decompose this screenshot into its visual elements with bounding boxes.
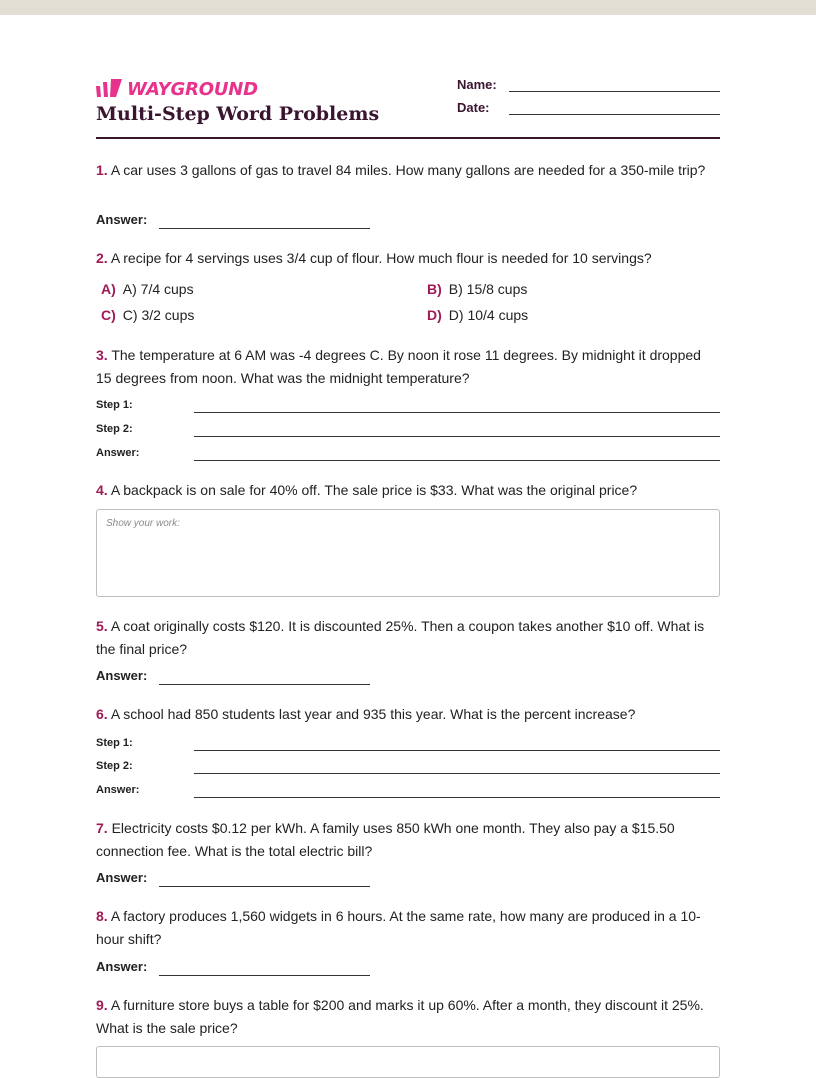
brand [96,78,258,100]
work-placeholder: Show your work: [106,518,180,529]
answer-line[interactable] [194,797,720,798]
option-letter: C) [101,307,116,323]
question-text: Electricity costs $0.12 per kWh. A family uses 850 kWh one month. They also pay a $15.50 connection fee. What is the total electric bill? [96,820,675,859]
answer-label: Answer: [96,668,148,683]
brand-logo-text: WAYGROUND [127,78,258,100]
step-1-field[interactable] [96,399,720,415]
name-label: Name: [457,77,497,92]
question-1 [96,159,720,182]
option-text: A) 7/4 cups [122,281,194,297]
option-text: D) 10/4 cups [448,307,529,323]
step-2-field[interactable] [96,423,720,439]
question-9 [96,994,720,1039]
work-box[interactable] [96,509,720,597]
page-title: Multi-Step Word Problems [96,103,380,125]
option-letter: A) [101,281,116,297]
question-number: 2. [96,250,108,266]
question-number: 8. [96,908,108,924]
answer-label: Answer: [96,784,140,796]
answer-field[interactable] [96,668,376,686]
step-answer-field[interactable] [96,447,720,463]
question-number: 5. [96,618,108,634]
step-1-line[interactable] [194,412,720,413]
name-field[interactable] [457,77,720,97]
answer-line[interactable] [159,684,370,685]
answer-label: Answer: [96,212,148,227]
date-line[interactable] [509,114,720,115]
option-a[interactable] [101,281,194,299]
option-letter: B) [427,281,442,297]
question-8 [96,905,720,950]
question-number: 1. [96,162,108,178]
date-field[interactable] [457,100,720,120]
option-text: B) 15/8 cups [448,281,528,297]
answer-label: Answer: [96,447,140,459]
question-number: 9. [96,997,108,1013]
question-text: A factory produces 1,560 widgets in 6 hours. At the same rate, how many are produced in a 10-hour shift? [96,908,701,947]
question-text: A furniture store buys a table for $200 and marks it up 60%. After a month, they discount it 25%. What is the sale price? [96,997,704,1036]
answer-line[interactable] [159,886,370,887]
question-number: 3. [96,347,108,363]
question-number: 6. [96,706,108,722]
question-4 [96,479,720,502]
option-d[interactable] [427,307,528,325]
step-1-line[interactable] [194,750,720,751]
question-text: A school had 850 students last year and 935 this year. What is the percent increase? [110,706,636,722]
answer-line[interactable] [159,228,370,229]
answer-label: Answer: [96,959,148,974]
step-1-label: Step 1: [96,399,133,411]
step-2-label: Step 2: [96,423,133,435]
answer-field[interactable] [96,870,376,888]
name-line[interactable] [509,91,720,92]
top-bar [0,0,816,15]
question-number: 4. [96,482,108,498]
work-box[interactable] [96,1046,720,1078]
question-2 [96,247,720,270]
option-letter: D) [427,307,442,323]
question-5 [96,615,720,660]
question-text: A car uses 3 gallons of gas to travel 84 miles. How many gallons are needed for a 350-mile trip? [110,162,706,178]
answer-label: Answer: [96,870,148,885]
wayground-logo-icon [96,79,123,99]
header-divider [96,137,720,139]
step-answer-field[interactable] [96,784,720,800]
answer-line[interactable] [159,975,370,976]
answer-field[interactable] [96,959,376,977]
date-label: Date: [457,100,490,115]
step-2-line[interactable] [194,436,720,437]
step-1-field[interactable] [96,737,720,753]
question-number: 7. [96,820,108,836]
step-2-line[interactable] [194,773,720,774]
question-6 [96,703,720,726]
answer-line[interactable] [194,460,720,461]
option-c[interactable] [101,307,194,325]
step-1-label: Step 1: [96,737,133,749]
question-text: A coat originally costs $120. It is discounted 25%. Then a coupon takes another $10 off. What is the final price? [96,618,705,657]
question-3 [96,344,720,389]
option-b[interactable] [427,281,527,299]
question-text: The temperature at 6 AM was -4 degrees C. By noon it rose 11 degrees. By midnight it dropped 15 degrees from noon. What was the midnight temperature? [96,347,701,386]
step-2-label: Step 2: [96,760,133,772]
question-text: A backpack is on sale for 40% off. The sale price is $33. What was the original price? [110,482,638,498]
step-2-field[interactable] [96,760,720,776]
question-text: A recipe for 4 servings uses 3/4 cup of flour. How much flour is needed for 10 servings? [110,250,652,266]
question-7 [96,817,720,862]
option-text: C) 3/2 cups [122,307,195,323]
answer-field[interactable] [96,212,376,230]
